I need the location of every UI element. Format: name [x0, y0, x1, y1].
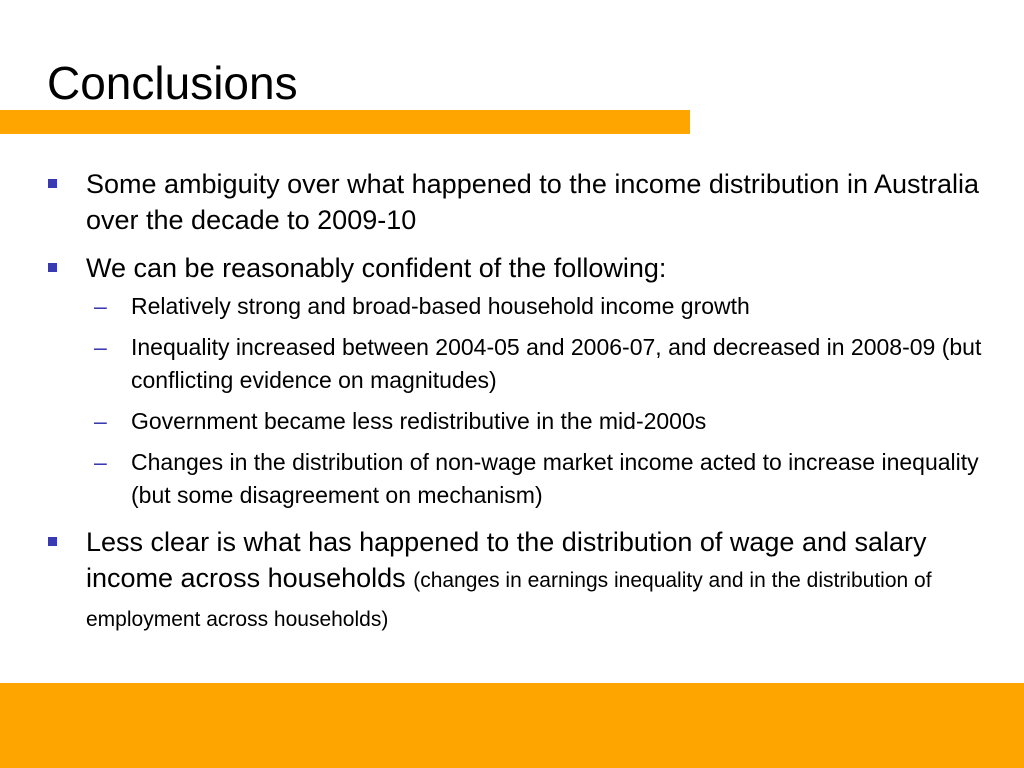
dash-bullet-icon: – [94, 408, 107, 434]
bullet-text: We can be reasonably confident of the following: [86, 253, 667, 283]
slide-content [48, 166, 998, 638]
sub-bullet-item [94, 331, 998, 397]
dash-bullet-icon: – [94, 293, 107, 319]
bullet-note: (changes in earnings inequality and in the distribution of employment across households) [86, 569, 932, 631]
title-underline-bar [0, 110, 690, 134]
bullet-item [48, 524, 998, 638]
sub-bullet-text: Relatively strong and broad-based household income growth [131, 293, 750, 319]
sub-bullet-list [94, 290, 998, 512]
bullet-text: Less clear is what has happened to the distribution of wage and salary income across households [86, 527, 927, 593]
sub-bullet-item [94, 405, 998, 438]
sub-bullet-text: Government became less redistributive in the mid-2000s [131, 408, 707, 434]
sub-bullet-text: Changes in the distribution of non-wage market income acted to increase inequality (but some disagreement on mechanism) [131, 449, 979, 508]
sub-bullet-item [94, 290, 998, 323]
bullet-item [48, 250, 998, 512]
square-bullet-icon [48, 537, 57, 546]
sub-bullet-item [94, 446, 998, 512]
slide-title: Conclusions [47, 57, 298, 109]
footer-band [0, 683, 1024, 768]
square-bullet-icon [48, 263, 57, 272]
bullet-text: Some ambiguity over what happened to the income distribution in Australia over the decade to 2009-10 [86, 169, 980, 235]
sub-bullet-text: Inequality increased between 2004-05 and 2006-07, and decreased in 2008-09 (but conflicting evidence on magnitudes) [131, 334, 982, 393]
bullet-item [48, 166, 998, 238]
dash-bullet-icon: – [94, 449, 107, 475]
dash-bullet-icon: – [94, 334, 107, 360]
square-bullet-icon [48, 179, 57, 188]
